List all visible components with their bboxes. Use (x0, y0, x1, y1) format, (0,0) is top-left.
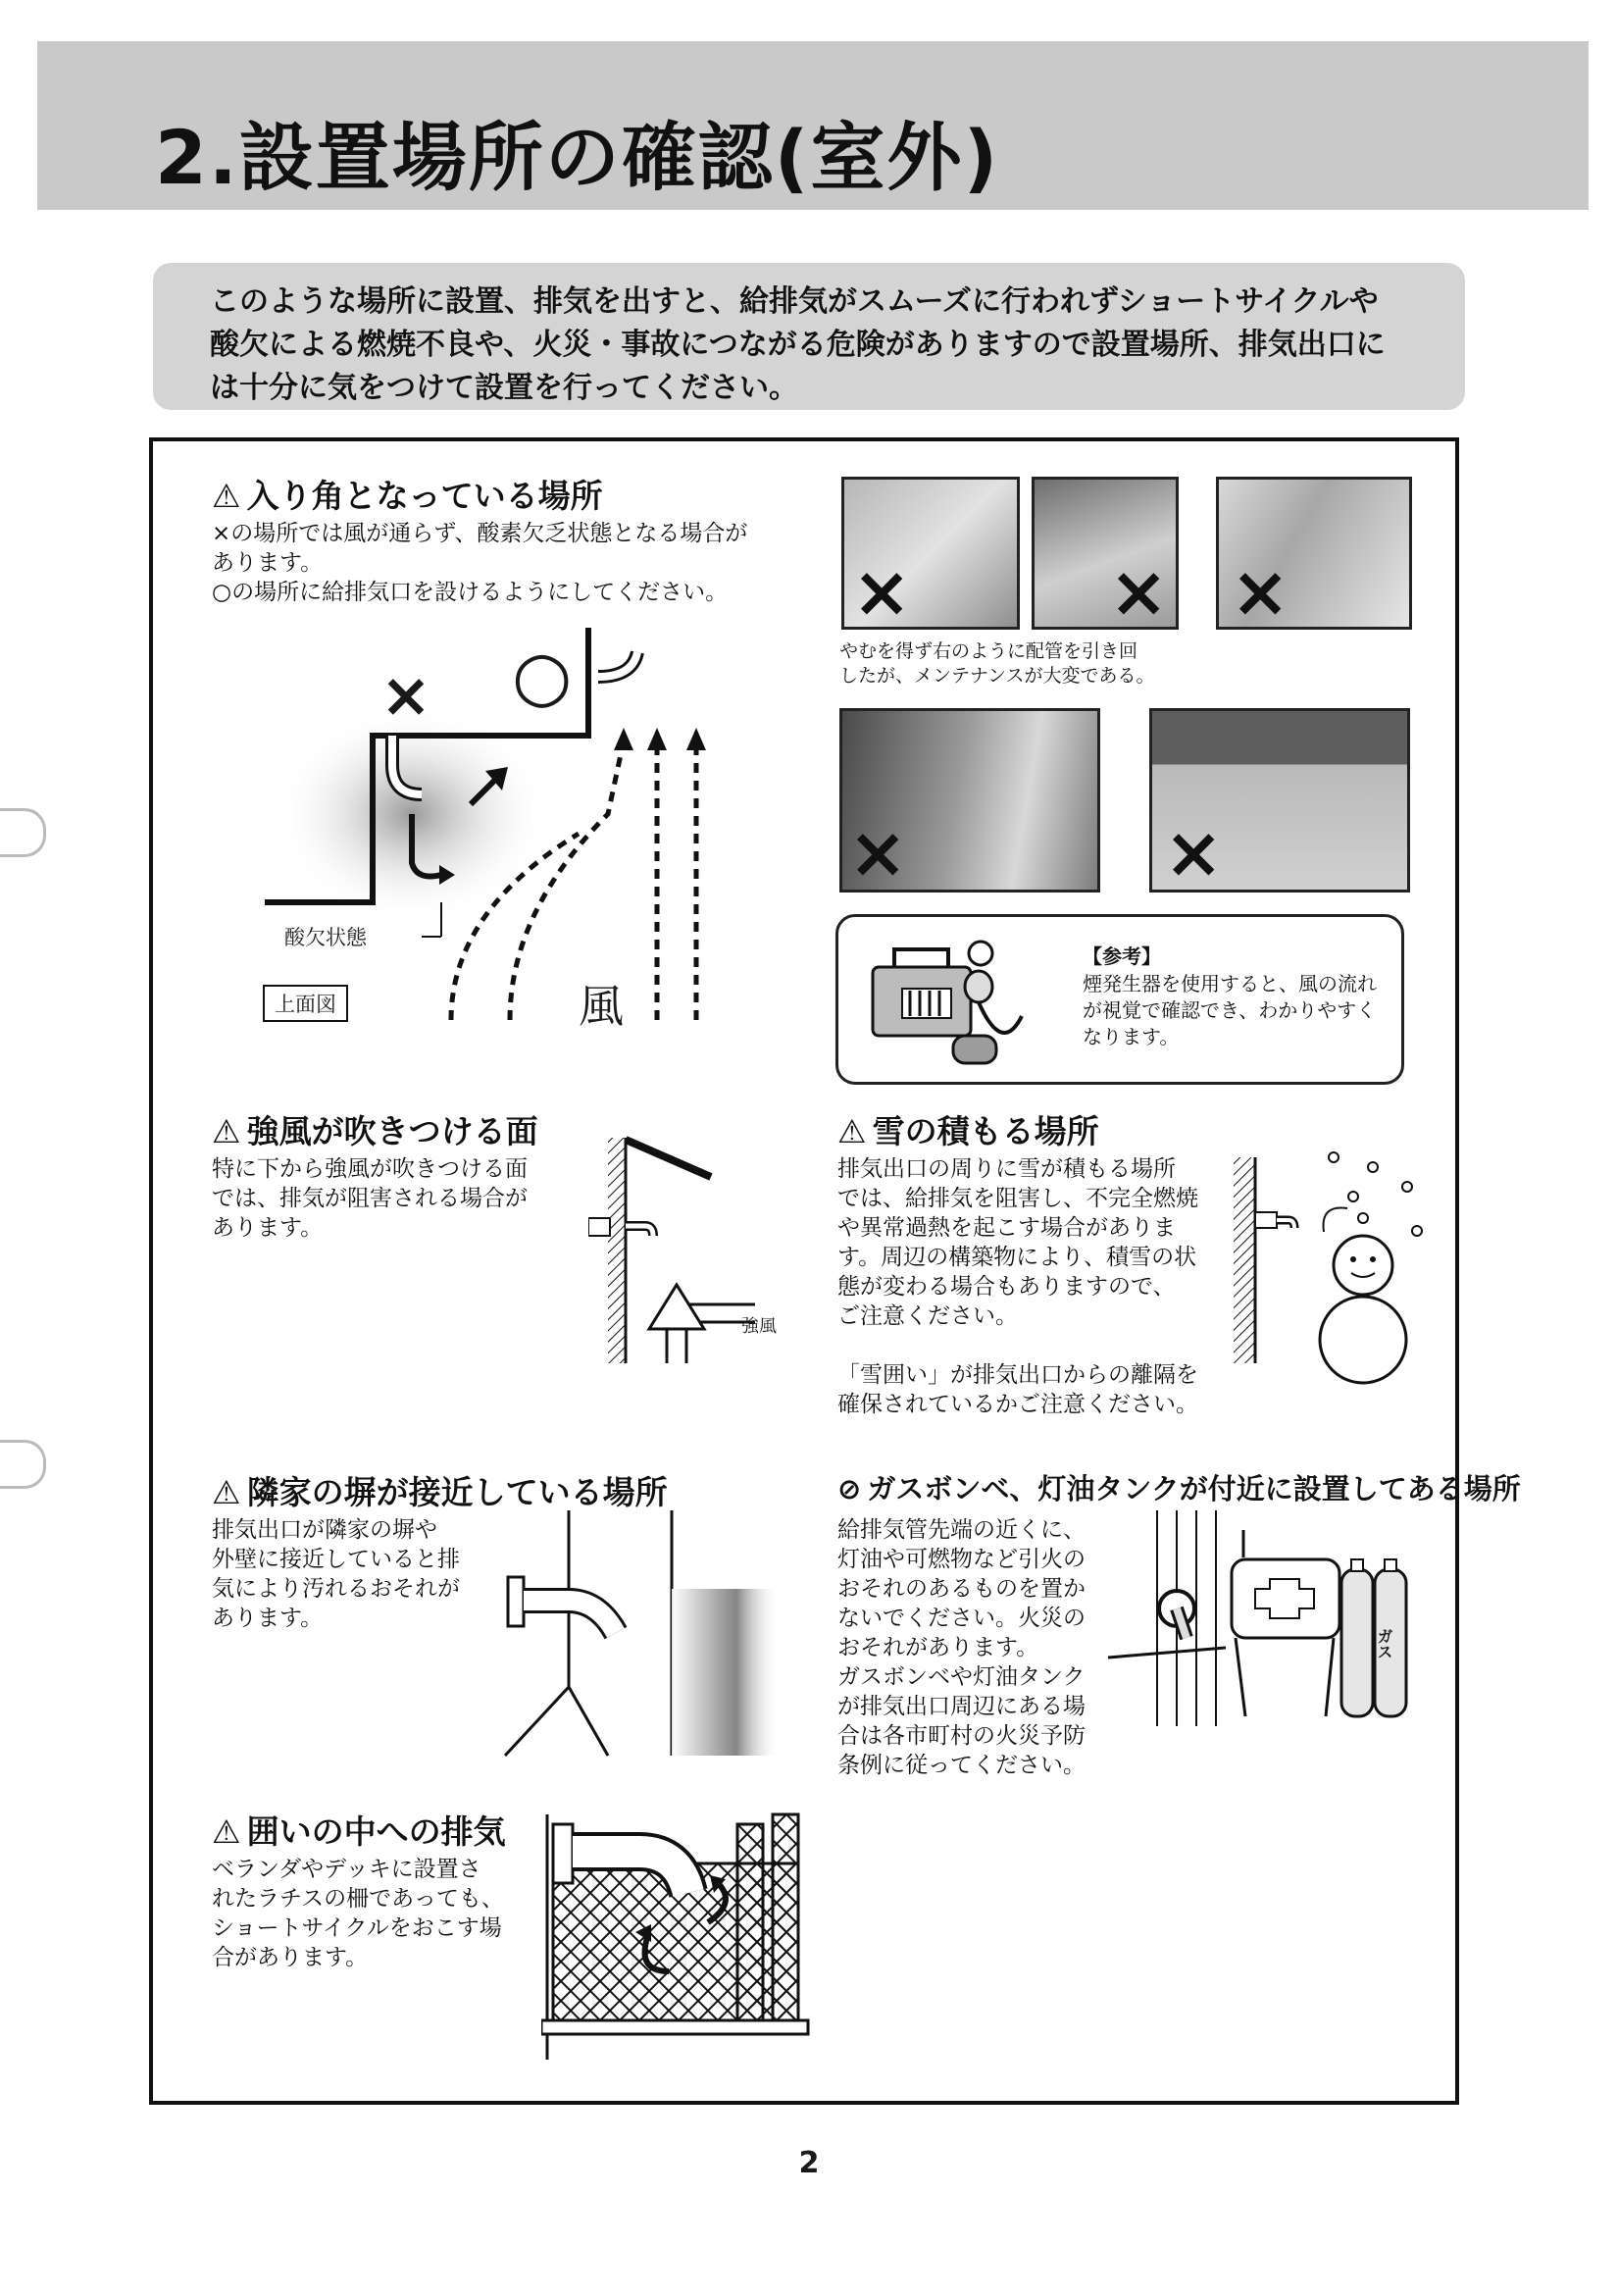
snow-text: 態が変わる場合もありますので、 (837, 1274, 1176, 1300)
wind-label: 風 (579, 980, 624, 1033)
binder-hole (0, 1440, 46, 1489)
enclosure-text: れたラチスの柵であっても、 (212, 1886, 504, 1912)
corner-text: あります。 (212, 550, 324, 576)
ok-mark: ○ (512, 636, 573, 716)
lattice-enclosure-diagram (541, 1805, 816, 2069)
gas-text: 合は各市町村の火災予防 (837, 1723, 1086, 1749)
photo-corner-1: × (841, 477, 1020, 630)
warning-icon: ⚠ (212, 1112, 241, 1150)
page-title: 2.設置場所の確認(室外) (155, 114, 1000, 201)
enclosure-text: ベランダやデッキに設置さ (212, 1857, 481, 1882)
intro-line: は十分に気をつけて設置を行ってください。 (210, 371, 798, 405)
snow-text: 排気出口の周りに雪が積もる場所 (837, 1156, 1176, 1182)
gas-text: 灯油や可燃物など引火の (837, 1547, 1086, 1572)
gas-text: 給排気管先端の近くに、 (837, 1517, 1086, 1543)
snow-text: では、給排気を阻害し、不完全燃焼 (837, 1186, 1198, 1211)
photo-corner-5: × (1149, 708, 1410, 893)
section-title-gas: ⊘ ガスボンベ、灯油タンクが付近に設置してある場所 (837, 1472, 1521, 1505)
reference-text: なります。 (1083, 1025, 1180, 1048)
enclosure-text: ショートサイクルをおこす場 (212, 1915, 502, 1941)
neighbor-wall-diagram (500, 1510, 794, 1765)
reference-text: 煙発生器を使用すると、風の流れ (1083, 972, 1377, 995)
section-title-strong-wind: ⚠ 強風が吹きつける面 (212, 1112, 538, 1150)
page-number: 2 (798, 2146, 820, 2180)
snow-text: す。周辺の構築物により、積雪の状 (837, 1245, 1197, 1270)
snow-text: や異常過熱を起こす場合がありま (837, 1215, 1176, 1241)
gas-text: 条例に従ってください。 (837, 1753, 1086, 1778)
gas-tank-diagram (1108, 1510, 1422, 1736)
neighbor-text: 気により汚れるおそれが (212, 1576, 460, 1602)
ng-mark: × (380, 659, 431, 731)
section-title-neighbor: ⚠ 隣家の塀が接近している場所 (212, 1473, 668, 1511)
corner-text: ○の場所に給排気口を設けるようにしてください。 (212, 580, 729, 605)
strong-wind-label: 強風 (741, 1316, 777, 1337)
neighbor-text: 排気出口が隣家の塀や (212, 1517, 437, 1543)
section-title-enclosure: ⚠ 囲いの中への排気 (212, 1812, 506, 1851)
corner-text: ×の場所では風が通らず、酸素欠乏状態となる場合が (212, 521, 748, 546)
warning-icon: ⚠ (212, 477, 241, 515)
neighbor-text: あります。 (212, 1606, 324, 1631)
photo-caption: したが、メンテナンスが大変である。 (839, 665, 1155, 687)
neighbor-text: 外壁に接近していると排 (212, 1547, 460, 1572)
corner-diagram (245, 618, 755, 1030)
gas-text: ないでください。火災の (837, 1606, 1086, 1631)
photo-caption: やむを得ず右のように配管を引き回 (839, 640, 1138, 662)
gas-text: おそれのあるものを置か (837, 1576, 1086, 1602)
enclosure-text: 合があります。 (212, 1945, 369, 1970)
snow-note: 「雪囲い」が排気出口からの離隔を (837, 1362, 1198, 1388)
intro-line: 酸欠による燃焼不良や、火災・事故につながる危険がありますので設置場所、排気出口に (210, 328, 1386, 362)
smoke-generator-illustration (855, 928, 1051, 1075)
binder-hole (0, 808, 46, 857)
strong-wind-text: では、排気が阻害される場合が (212, 1186, 528, 1211)
snow-note: 確保されているかご注意ください。 (837, 1392, 1198, 1417)
gas-text: が排気出口周辺にある場 (837, 1694, 1086, 1719)
photo-corner-4: × (839, 708, 1100, 893)
reference-title: 【参考】 (1083, 944, 1161, 968)
warning-icon: ⚠ (837, 1112, 867, 1150)
section-title-snow: ⚠ 雪の積もる場所 (837, 1112, 1099, 1150)
prohibited-icon: ⊘ (837, 1472, 862, 1505)
snowman-diagram (1226, 1138, 1432, 1393)
warning-icon: ⚠ (212, 1812, 241, 1851)
gas-text: ガスボンベや灯油タンク (837, 1664, 1086, 1690)
snow-text: ご注意ください。 (837, 1303, 1018, 1329)
photo-corner-3: × (1216, 477, 1412, 630)
section-title-corner: ⚠ 入り角となっている場所 (212, 477, 603, 515)
warning-icon: ⚠ (212, 1473, 241, 1511)
intro-box (153, 263, 1465, 410)
gas-cylinder-label: ガス (1375, 1628, 1393, 1659)
reference-text: が視覚で確認でき、わかりやすく (1083, 998, 1377, 1022)
oxygen-label: 酸欠状態 (284, 926, 367, 949)
photo-corner-2: × (1032, 477, 1179, 630)
gas-text: おそれがあります。 (837, 1635, 1039, 1660)
intro-line: このような場所に設置、排気を出すと、給排気がスムーズに行われずショートサイクルや (210, 284, 1379, 319)
strong-wind-text: 特に下から強風が吹きつける面 (212, 1156, 528, 1182)
strong-wind-text: あります。 (212, 1215, 324, 1241)
view-label: 上面図 (263, 985, 348, 1022)
